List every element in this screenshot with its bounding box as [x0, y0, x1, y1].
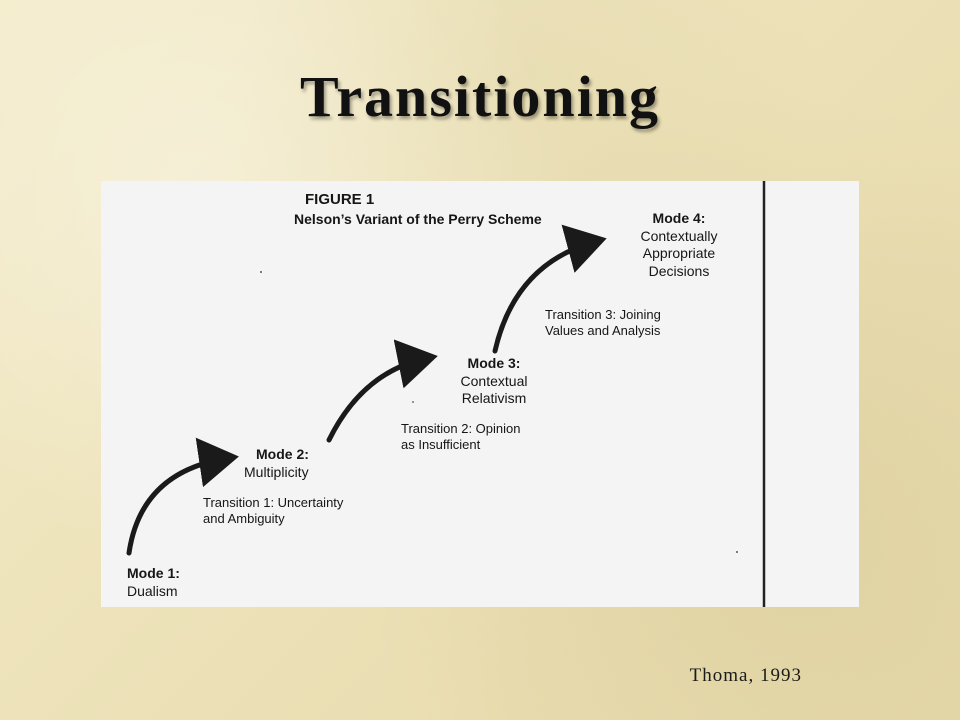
- mode-3-name: Mode 3:: [467, 355, 521, 371]
- transition-3: [545, 307, 661, 340]
- transition-2-line-1: Transition 2: Opinion: [401, 421, 521, 436]
- mode-3-line-2: Relativism: [461, 390, 527, 406]
- mode-1: [127, 565, 180, 600]
- mode-4: [634, 210, 724, 280]
- mode-2-line-1: Multiplicity: [244, 463, 309, 480]
- mode-1-line-1: Dualism: [127, 582, 178, 599]
- mode-4-line-3: Decisions: [648, 262, 710, 279]
- citation: Thoma, 1993: [689, 665, 802, 686]
- transition-2-line-2: as Insufficient: [401, 437, 481, 453]
- transition-3-line-1: Transition 3: Joining: [545, 307, 661, 322]
- speck: [260, 271, 262, 273]
- transition-1-line-2: and Ambiguity: [203, 511, 285, 527]
- mode-4-line-1: Contextually: [640, 227, 718, 244]
- slide-title: Transitioning: [299, 64, 661, 129]
- mode-3: [454, 355, 534, 408]
- mode-2: [244, 446, 309, 481]
- figure-caption: Nelson’s Variant of the Perry Scheme: [294, 211, 542, 227]
- mode-3-line-1: Contextual: [460, 372, 528, 389]
- transition-3-line-2: Values and Analysis: [545, 323, 661, 339]
- figure-image: [101, 181, 859, 607]
- transition-1-line-1: Transition 1: Uncertainty: [203, 495, 344, 510]
- mode-4-line-2: Appropriate: [642, 245, 716, 261]
- figure-label: FIGURE 1: [305, 191, 375, 208]
- mode-4-name: Mode 4:: [652, 210, 706, 226]
- mode-2-name: Mode 2:: [256, 446, 309, 462]
- speck: [412, 401, 414, 403]
- speck: [736, 551, 738, 553]
- transition-2: [401, 421, 520, 454]
- transition-1: [203, 495, 343, 528]
- mode-1-name: Mode 1:: [127, 565, 180, 581]
